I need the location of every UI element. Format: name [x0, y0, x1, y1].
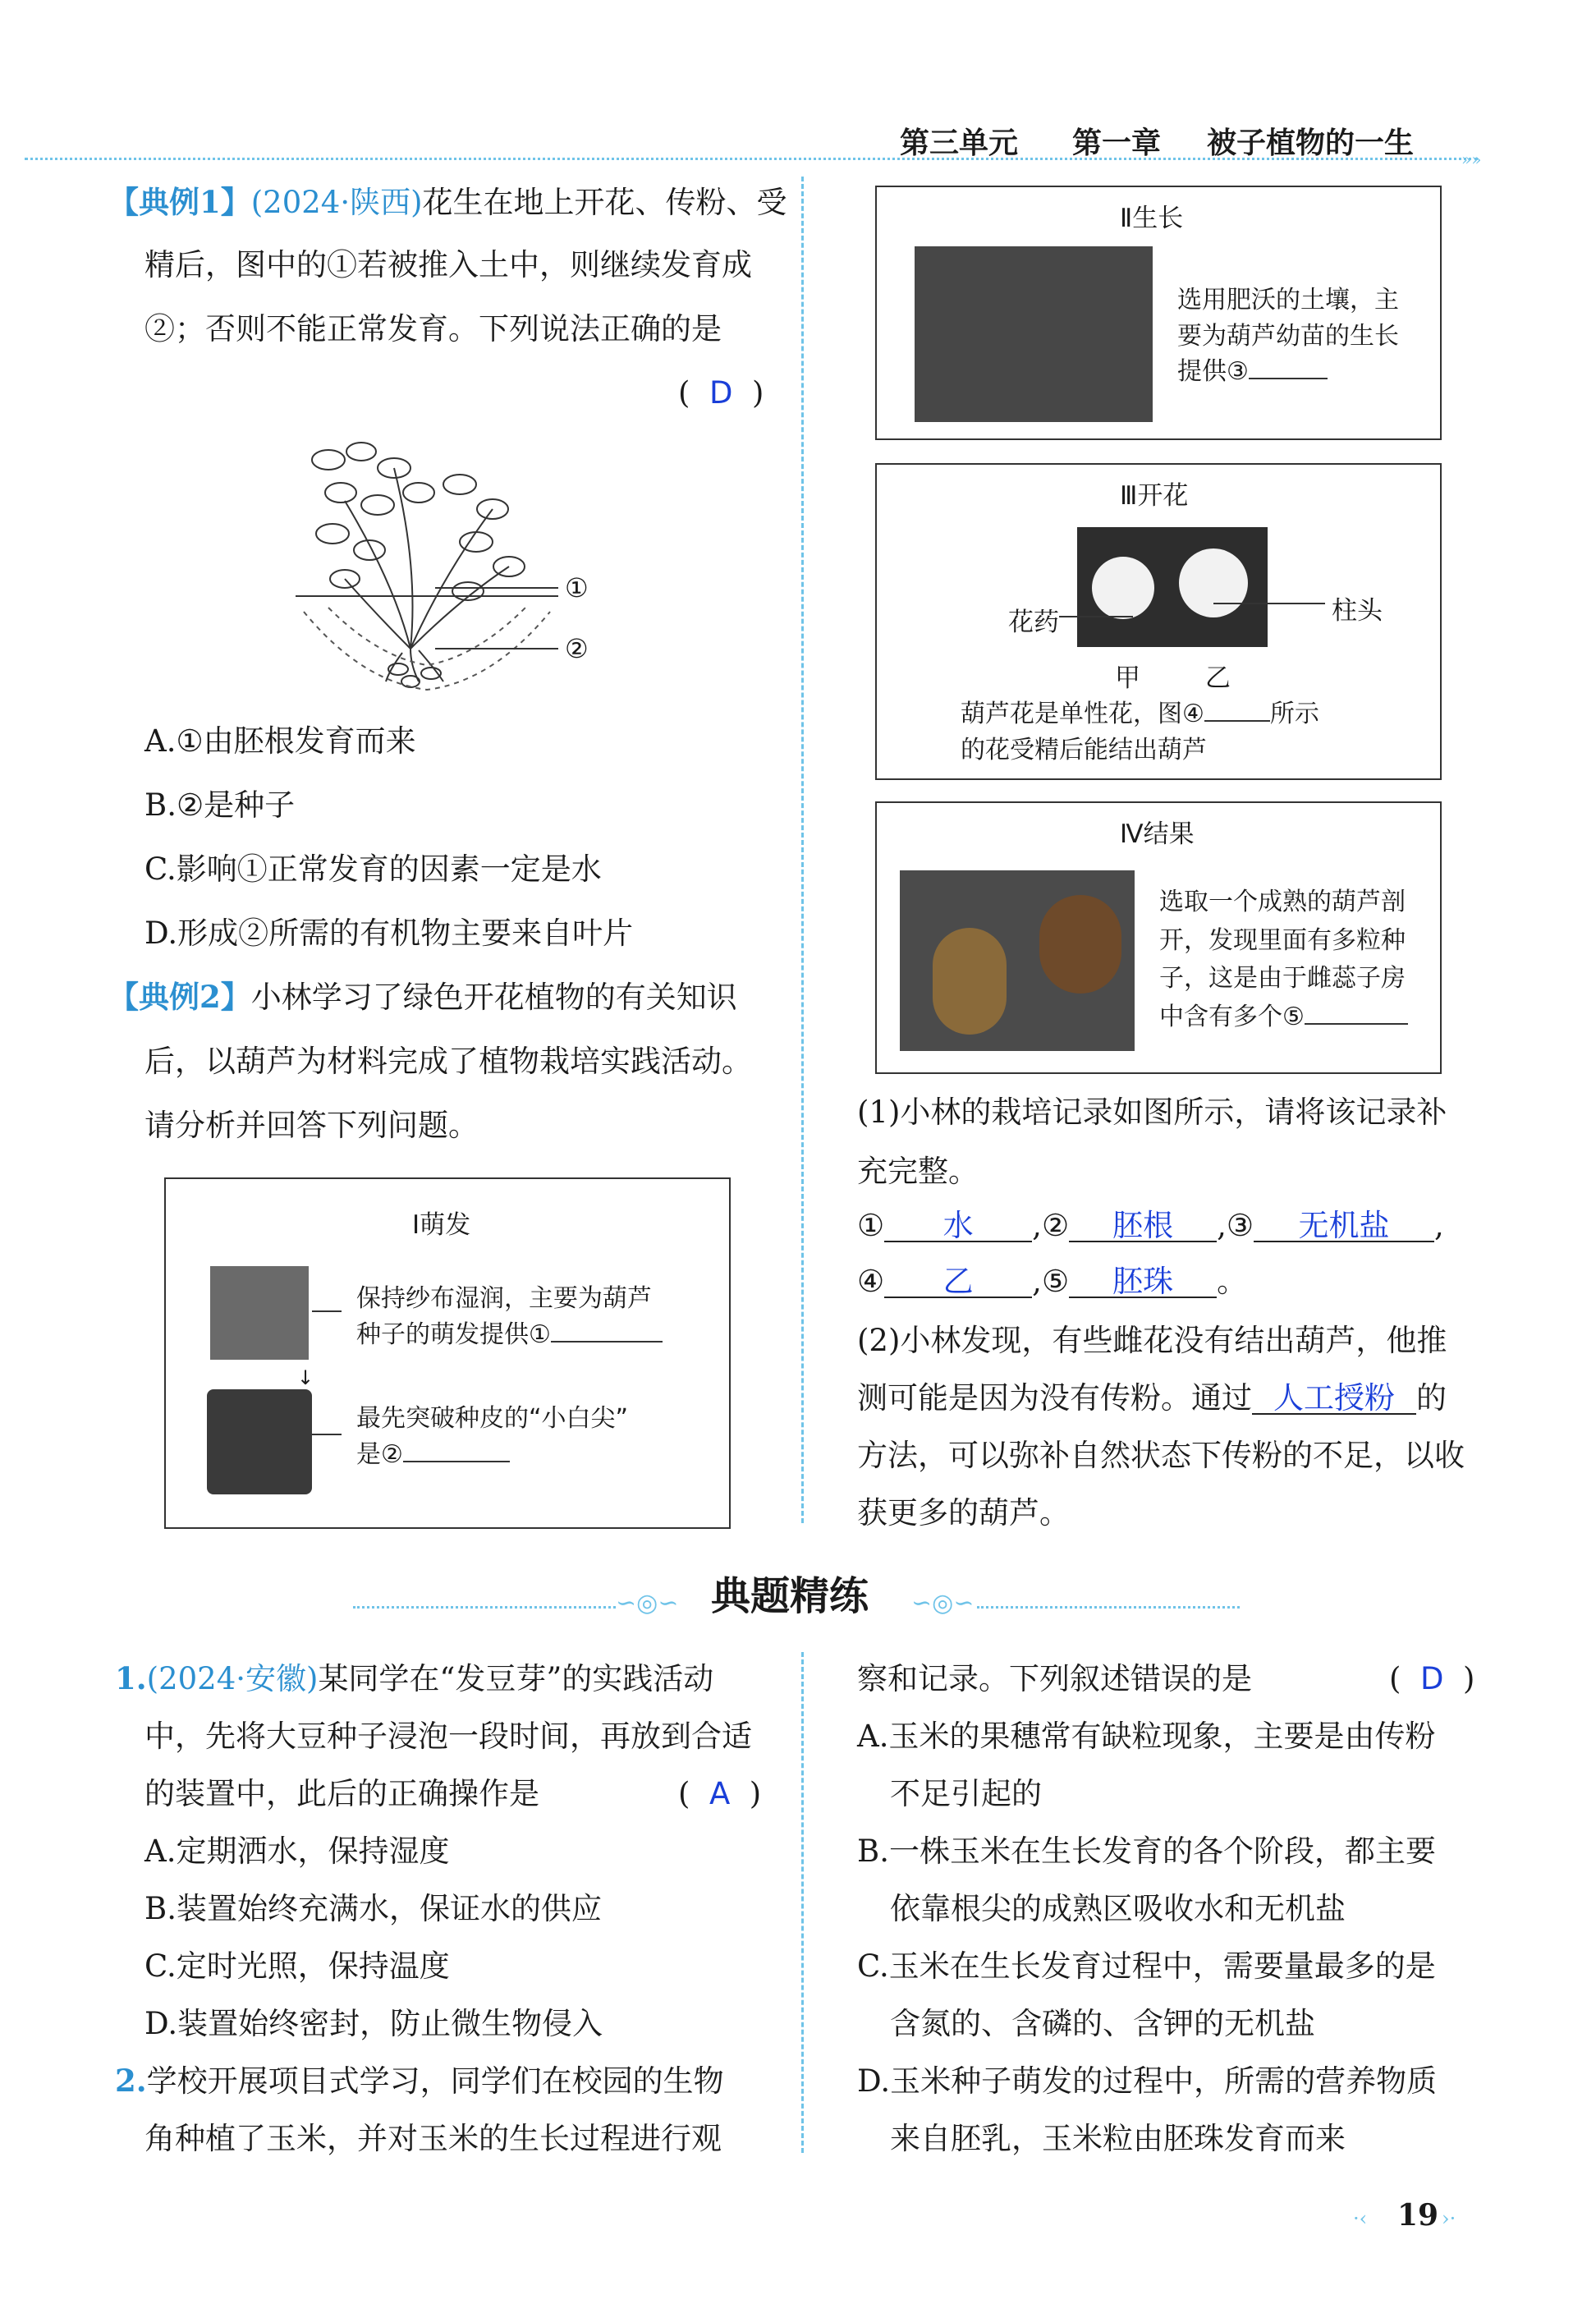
header-chapter: 第一章	[1072, 126, 1162, 160]
q2-option-d-line2: 来自胚乳，玉米粒由胚珠发育而来	[890, 2121, 1346, 2156]
down-arrow-icon: ↓	[297, 1366, 314, 1389]
header-unit: 第三单元	[900, 126, 1019, 160]
panel2-title: Ⅱ生长	[1120, 204, 1184, 233]
panel-flowering	[875, 463, 1442, 780]
example1-line2: 精后，图中的①若被推入土中，则继续发育成	[144, 247, 752, 282]
example1-option-a: A.①由胚根发育而来	[144, 723, 416, 759]
label-yi: 乙	[1205, 663, 1231, 693]
example1-answer-slot: ( D )	[678, 375, 764, 411]
panel3-text: 葫芦花是单性花，图④ 所示 的花受精后能结出葫芦	[961, 700, 1319, 764]
page-number-ornament-left-icon: ·‹	[1353, 2207, 1368, 2230]
q1-line1: 1.(2024·安徽)某同学在“发豆芽”的实践活动	[115, 1660, 714, 1696]
blank-pollination: 人工授粉	[1252, 1383, 1416, 1415]
label-anther: 花药	[1008, 608, 1059, 637]
q2-line1: 2.学校开展项目式学习，同学们在校园的生物	[115, 2063, 724, 2099]
example1-option-b: B.②是种子	[144, 787, 296, 823]
column-divider-top	[801, 177, 804, 1523]
panel1-title: Ⅰ萌发	[412, 1210, 471, 1240]
example2-line2: 后，以葫芦为材料完成了植物栽培实践活动。	[144, 1044, 752, 1079]
blank-2: 胚根	[1069, 1210, 1217, 1242]
panel-fruiting	[875, 801, 1442, 1074]
q1-option-c: C.定时光照，保持温度	[144, 1948, 450, 1984]
column-divider-bottom	[801, 1652, 804, 2153]
blank-3: 无机盐	[1254, 1210, 1434, 1242]
q2-option-b-line2: 依靠根尖的成熟区吸收水和无机盐	[890, 1891, 1346, 1926]
q1-answer-slot: ( A )	[678, 1776, 762, 1811]
q2-option-b-line1: B.一株玉米在生长发育的各个阶段，都主要	[857, 1834, 1436, 1869]
banner-ornament-right-icon: ∽◎∽	[911, 1589, 975, 1618]
q2-option-a-line2: 不足引起的	[890, 1776, 1042, 1811]
label-stigma: 柱头	[1332, 596, 1383, 626]
q2-line2: 角种植了玉米，并对玉米的生长过程进行观	[144, 2121, 722, 2156]
page-number: 19	[1397, 2198, 1439, 2233]
panel-germination	[164, 1177, 731, 1529]
q2-option-c-line2: 含氮的、含磷的、含钾的无机盐	[890, 2006, 1315, 2041]
panel4-text: 选取一个成熟的葫芦剖 开，发现里面有多粒种 子，这是由于雌蕊子房 中含有多个⑤	[1159, 884, 1408, 1036]
example2-q1-line1: (1)小林的栽培记录如图所示，请将该记录补	[857, 1095, 1447, 1130]
banner-rule-right	[977, 1606, 1240, 1609]
q2-option-a-line1: A.玉米的果穗常有缺粒现象，主要是由传粉	[857, 1719, 1436, 1754]
q2-answer-slot: ( D )	[1389, 1661, 1475, 1696]
example2-q2-line2: 测可能是因为没有传粉。通过 人工授粉 的	[857, 1380, 1447, 1416]
panel4-title: Ⅳ结果	[1120, 819, 1195, 849]
q1-line3: 的装置中，此后的正确操作是	[144, 1776, 539, 1811]
gourd-photo	[900, 870, 1135, 1051]
panel3-title: Ⅲ开花	[1120, 481, 1189, 511]
female-flower	[1179, 548, 1248, 617]
q1-option-d: D.装置始终密封，防止微生物侵入	[144, 2006, 603, 2041]
example1-line1: 【典例1】(2024·陕西)花生在地上开花、传粉、受	[108, 184, 787, 220]
seedling-photo	[915, 246, 1153, 422]
male-flower	[1092, 557, 1154, 619]
sprout-photo	[207, 1389, 312, 1494]
banner-rule-left	[353, 1606, 616, 1609]
panel2-text: 选用肥沃的土壤，主 要为葫芦幼苗的生长 提供③	[1177, 286, 1399, 386]
blank-1: 水	[884, 1210, 1032, 1242]
q2-option-d-line1: D.玉米种子萌发的过程中，所需的营养物质	[857, 2063, 1438, 2099]
blanks-row2: ④ 乙 ,⑤ 胚珠 。	[857, 1264, 1248, 1299]
panel1-text1: 保持纱布湿润，主要为葫芦 种子的萌发提供①	[356, 1281, 663, 1352]
figure-label-1: ①	[565, 572, 589, 604]
q1-option-a: A.定期洒水，保持湿度	[144, 1834, 450, 1869]
example1-line3: ②；否则不能正常发育。下列说法正确的是	[144, 311, 722, 347]
label-jia: 甲	[1115, 663, 1140, 693]
example1-option-d: D.形成②所需的有机物主要来自叶片	[144, 916, 634, 951]
q2-line3: 察和记录。下列叙述错误的是	[857, 1661, 1252, 1696]
flower-photo	[1077, 527, 1268, 647]
q1-option-b: B.装置始终充满水，保证水的供应	[144, 1891, 602, 1926]
seeds-photo	[210, 1266, 309, 1360]
example2-line1: 【典例2】小林学习了绿色开花植物的有关知识	[108, 979, 737, 1015]
example2-q1-line2: 充完整。	[857, 1154, 979, 1189]
figure-label-2: ②	[565, 633, 589, 664]
q2-option-c-line1: C.玉米在生长发育过程中，需要量最多的是	[857, 1948, 1436, 1984]
header-arrows-icon: »»	[1461, 149, 1482, 169]
panel1-text2: 最先突破种皮的“小白尖” 是②	[356, 1404, 629, 1469]
section-title: 典题精练	[711, 1573, 869, 1619]
example2-q2-line4: 获更多的葫芦。	[857, 1495, 1070, 1531]
header-title: 被子植物的一生	[1207, 126, 1415, 160]
example1-option-c: C.影响①正常发育的因素一定是水	[144, 851, 602, 887]
panel-growth	[875, 186, 1442, 440]
example2-q2-line1: (2)小林发现，有些雌花没有结出葫芦，他推	[857, 1323, 1447, 1358]
peanut-plant-figure	[296, 435, 608, 698]
example2-line3: 请分析并回答下列问题。	[144, 1108, 479, 1143]
page-number-ornament-right-icon: ›·	[1442, 2207, 1456, 2230]
header-rule	[25, 158, 1478, 160]
q1-line2: 中，先将大豆种子浸泡一段时间，再放到合适	[144, 1719, 752, 1754]
blank-4: 乙	[884, 1266, 1032, 1298]
blanks-row1: ① 水 ,② 胚根 ,③ 无机盐 ,	[857, 1208, 1444, 1243]
example2-q2-line3: 方法，可以弥补自然状态下传粉的不足，以收	[857, 1438, 1465, 1473]
banner-ornament-left-icon: ∽◎∽	[616, 1589, 679, 1618]
blank-5: 胚珠	[1069, 1266, 1217, 1298]
